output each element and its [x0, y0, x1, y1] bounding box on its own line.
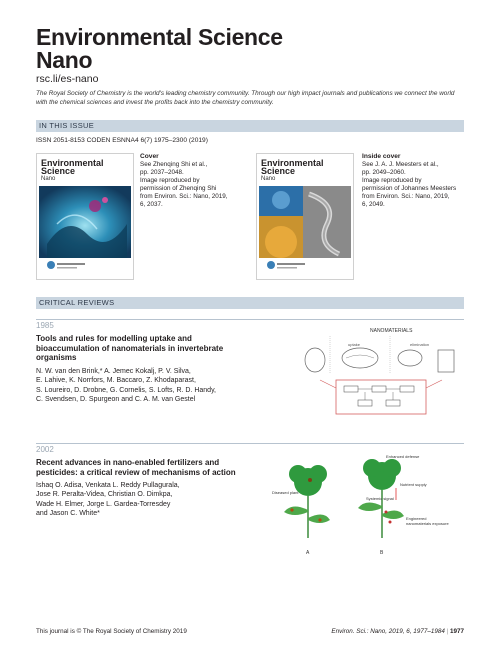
- figure-label-engineered-1: Engineered: [406, 516, 427, 521]
- footer-right: Environ. Sci.: Nano, 2019, 6, 1977–1984 | 1977: [331, 628, 464, 635]
- cover-thumbnail[interactable]: [36, 153, 134, 280]
- journal-title: [36, 26, 283, 72]
- journal-title-line1: Environmental Science: [36, 24, 283, 50]
- article-title[interactable]: Tools and rules for modelling uptake and bioaccumulation of nanomaterials in invertebrate organisms: [36, 334, 224, 363]
- inside-cover-thumbnail[interactable]: [256, 153, 354, 280]
- figure-label-b: B: [380, 550, 384, 556]
- inside-cover-artwork: [257, 154, 353, 279]
- figure-label-nutrient: Nutrient supply: [400, 482, 427, 487]
- rsc-blurb: The Royal Society of Chemistry is the world's leading chemistry community. Through our high impact journals and publications we connect the world with the chemical sciences and invest the profits back into the chemistry community.: [36, 90, 455, 106]
- footer-citation: Environ. Sci.: Nano, 2019, 6, 1977–1984: [331, 628, 445, 635]
- journal-title-line2: Nano: [36, 47, 93, 73]
- inside-cover-thumb-title: Environmental Science: [261, 158, 324, 176]
- in-this-issue-band: IN THIS ISSUE: [36, 120, 464, 132]
- cover-artwork: [37, 154, 133, 279]
- inside-cover-caption: Inside cover See J. A. J. Meesters et al., pp. 2049–2060. Image reproduced by permission of Johannes Meesters from Environ. Sci.: Nano, 2019, 6, 2049.: [362, 153, 466, 209]
- inside-cover-caption-head: Inside cover: [362, 153, 401, 160]
- article-authors: Ishaq O. Adisa, Venkata L. Reddy Pullagurala, Jose R. Peralta-Videa, Christian O. Dimkpa, Wade H. Elmer, Jorge L. Gardea-Torresdey and Jason C. White*: [36, 482, 180, 518]
- figure-label-enhanced: Enhanced defense: [386, 454, 420, 459]
- plant-diagram: [270, 448, 450, 560]
- toc-graphic-nano-fertilizers[interactable]: [270, 448, 450, 560]
- article-page-number[interactable]: 2002: [36, 445, 54, 454]
- journal-url[interactable]: rsc.li/es-nano: [36, 73, 99, 85]
- figure-label-elimination: elimination: [410, 342, 430, 347]
- cover-thumb-title: Environmental Science: [41, 158, 104, 176]
- figure-label-diseased: Diseased plant: [272, 490, 299, 495]
- figure-label-uptake: uptake: [348, 342, 361, 347]
- figure-label-engineered-2: nanomaterials exposure: [406, 521, 449, 526]
- critical-reviews-band: CRITICAL REVIEWS: [36, 297, 464, 309]
- cover-caption-head: Cover: [140, 153, 159, 160]
- cover-caption: Cover See Zhenqing Shi et al., pp. 2037–2048. Image reproduced by permission of Zhenqing Shi from Environ. Sci.: Nano, 2019, 6, 2037.: [140, 153, 230, 209]
- toc-graphic-invertebrate-model[interactable]: [300, 322, 462, 422]
- figure-label-systemic: Systemic signal: [366, 496, 394, 501]
- model-diagram: [300, 322, 462, 422]
- footer-page-number: 1977: [449, 628, 464, 635]
- article-title[interactable]: Recent advances in nano-enabled fertilizers and pesticides: a critical review of mechanisms of action: [36, 458, 236, 477]
- divider: [36, 319, 464, 320]
- cover-thumb-sub: Nano: [41, 176, 56, 182]
- divider: [36, 443, 464, 444]
- inside-cover-thumb-sub: Nano: [261, 176, 276, 182]
- issn-line: ISSN 2051-8153 CODEN ESNNA4 6(7) 1975–2300 (2019): [36, 137, 208, 144]
- article-page-number[interactable]: 1985: [36, 321, 54, 330]
- footer-copyright: This journal is © The Royal Society of Chemistry 2019: [36, 628, 187, 635]
- figure-label-nanomaterials: NANOMATERIALS: [370, 328, 413, 334]
- figure-label-a: A: [306, 550, 310, 556]
- article-authors: N. W. van den Brink,* A. Jemec Kokalj, P. V. Silva, E. Lahive, K. Norrfors, M. Baccaro, Z. Khodaparast, S. Loureiro, D. Drobne, G. Cornelis, S. Lofts, R. D. Handy, C. Svendsen, D. Spurgeon and C. A. M. van Gestel: [36, 368, 216, 404]
